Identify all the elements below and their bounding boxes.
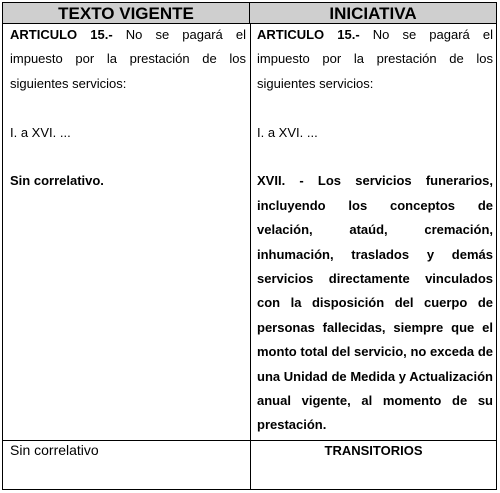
left-article-text: No se pagará el impuesto por la prestación de los siguientes servicios: (10, 27, 246, 91)
right-article-label: ARTICULO 15.- (257, 27, 360, 42)
column-divider (250, 24, 251, 489)
row-divider (3, 440, 496, 441)
left-cell-current-text (10, 23, 246, 194)
left-article-label: ARTICULO 15.- (10, 27, 113, 42)
right-range: I. a XVI. ... (257, 124, 318, 140)
left-article-paragraph (10, 23, 246, 96)
right-article-text: No se pagará el impuesto por la prestación de los siguientes servicios: (257, 27, 493, 91)
header-texto-vigente: TEXTO VIGENTE (3, 3, 250, 24)
right-cell-initiative (257, 23, 493, 438)
right-article-paragraph (257, 23, 493, 96)
bottom-right-transitorios: TRANSITORIOS (324, 443, 423, 458)
header-iniciativa: INICIATIVA (250, 3, 496, 24)
right-new-fraction-xvii: XVII. - Los servicios funerarios, incluyendo los conceptos de velación, ataúd, cremación, inhumación, traslados y demás servicios directamente vinculados con la disposición del cuerpo de personas fallecidas, siempre que el monto total del servicio, no exceda de una Unidad de Medida y Actualización anual vigente, al momento de su prestación. (257, 173, 493, 433)
comparison-table (2, 2, 497, 490)
left-no-correlative: Sin correlativo. (10, 173, 104, 189)
bottom-left-no-correlative: Sin correlativo (10, 442, 99, 458)
left-range: I. a XVI. ... (10, 124, 71, 140)
